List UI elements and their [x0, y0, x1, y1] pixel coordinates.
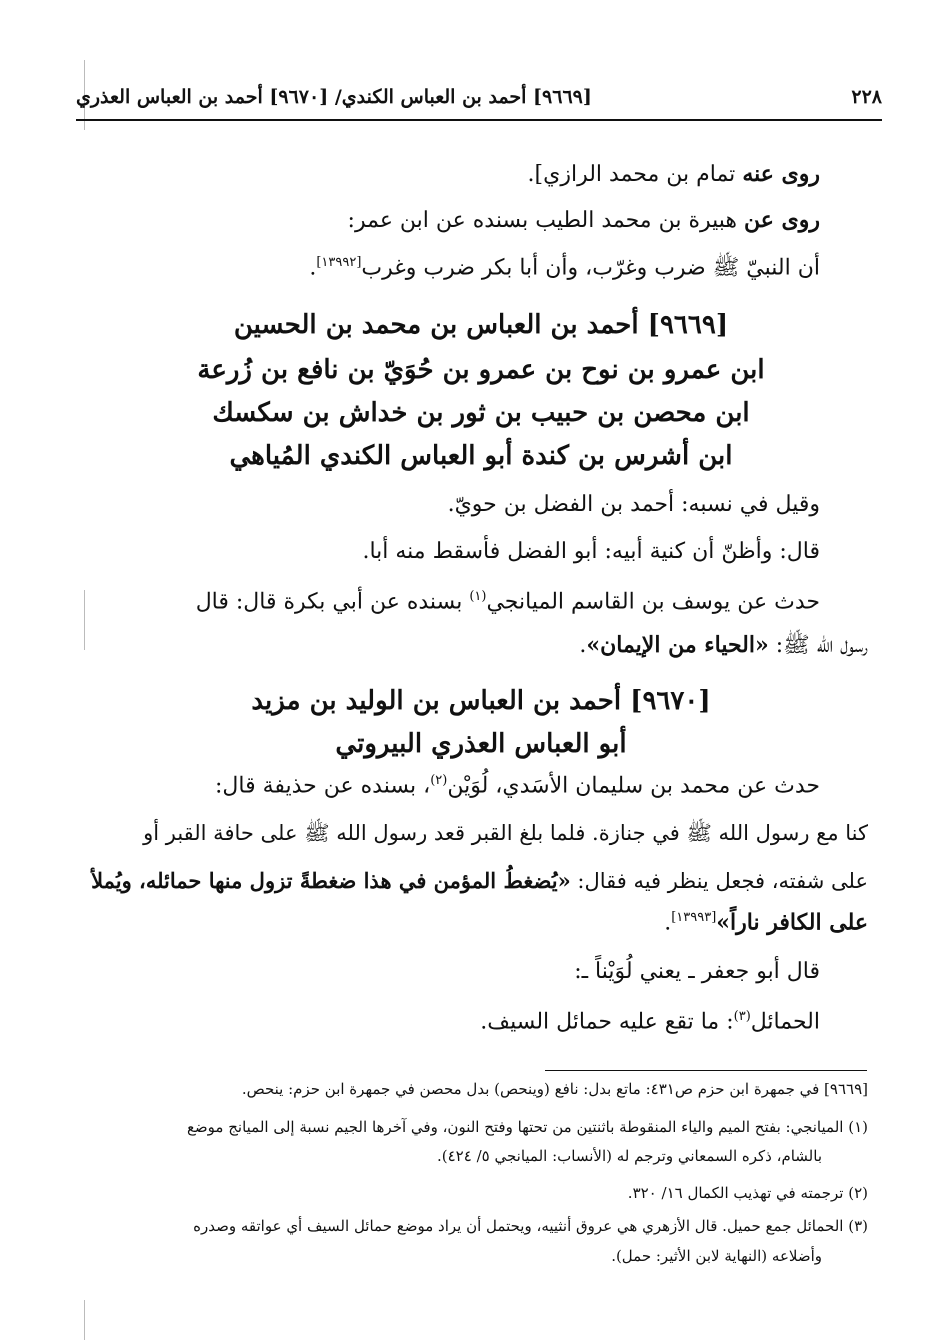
entry-title-line: ابن محصن بن حبيب بن ثور بن خداش بن سكسك — [212, 398, 750, 428]
hadith-line: أن النبيّ ﷺ ضرب وغرّب، وأن أبا بكر ضرب وغرب[١٣٩٩٢]. — [309, 255, 820, 281]
body-paragraph: كنا مع رسول الله ﷺ في جنازة. فلما بلغ القبر قعد رسول الله ﷺ على حافة القبر أو — [143, 821, 868, 845]
narrates-from-line: روى عن هبيرة بن محمد الطيب بسنده عن ابن عمر: — [347, 207, 820, 233]
narrators-from-line: روى عنه تمام بن محمد الرازي]. — [527, 161, 820, 187]
body-paragraph: على الكافر ناراً»[١٣٩٩٣]. — [664, 909, 868, 936]
body-paragraph: رسول الله ﷺ: «الحياء من الإيمان». — [579, 632, 868, 658]
footnote-marker: (١) — [469, 589, 487, 604]
entry-title-line: [٩٦٦٩] أحمد بن العباس بن محمد بن الحسين — [233, 310, 729, 340]
body-paragraph: حدث عن محمد بن سليمان الأسَدي، لُوَيْن$^{(٢)}$، بسنده عن حذيفة قال: — [214, 773, 820, 799]
header-rule — [76, 119, 882, 121]
entry-title-line: ابن أشرس بن كندة أبو العباس الكندي المُياهي — [229, 441, 733, 471]
footnote: (٣) الحمائل جمع حميل. قال الأزهري هي عروق أنثييه، ويحتمل أن يراد موضع حمائل السيف أي عواتقه وصدره — [193, 1217, 868, 1235]
page-number: ٢٢٨ — [851, 86, 882, 108]
footnote-marker: (٣) — [733, 1009, 751, 1024]
entry-title-line: أبو العباس العذري البيروتي — [335, 729, 627, 759]
page-header — [76, 78, 882, 116]
body-paragraph: حدث عن يوسف بن القاسم الميانجي$^{(١)}$ بسنده عن أبي بكرة قال: قال — [195, 589, 820, 615]
page-edge-line — [84, 1300, 85, 1340]
entry-title-line: ابن عمرو بن نوح بن عمرو بن حُوَيّ بن نافع بن زُرعة — [197, 355, 765, 385]
body-paragraph: وقيل في نسبه: أحمد بن الفضل بن حويّ. — [447, 492, 820, 517]
footnote: بالشام، ذكره السمعاني وترجم له (الأنساب: الميانجي ٥/ ٤٢٤). — [437, 1147, 822, 1165]
footnote-marker: (٢) — [430, 773, 448, 788]
page-edge-line — [84, 590, 85, 650]
body-paragraph: قال: وأظنّ أن كنية أبيه: أبو الفضل فأسقط منه أبا. — [362, 539, 820, 564]
entry-title-line: [٩٦٧٠] أحمد بن العباس بن الوليد بن مزيد — [251, 686, 711, 716]
footnote: وأضلاعه (النهاية لابن الأثير: حمل). — [611, 1247, 822, 1265]
footnote: (٢) ترجمته في تهذيب الكمال ١٦/ ٣٢٠. — [627, 1184, 868, 1202]
footnote-rule — [545, 1070, 867, 1071]
body-paragraph: على شفته، فجعل ينظر فيه فقال: «يُضغطُ المؤمن في هذا ضغطةً تزول منها حمائله، ويُملأ — [91, 868, 868, 893]
footnote: [٩٦٦٩] في جمهرة ابن حزم ص٤٣١: ماتع بدل: نافع (وينحص) بدل محصن في جمهرة ابن حزم: ينحص. — [241, 1080, 868, 1098]
running-title: [٩٦٦٩] أحمد بن العباس الكندي/ [٩٦٧٠] أحمد بن العباس العذري — [76, 86, 592, 108]
body-paragraph: الحمائل$^{(٣)}$: ما تقع عليه حمائل السيف. — [480, 1009, 820, 1035]
body-paragraph: قال أبو جعفر ـ يعني لُوَيْناً ـ: — [574, 959, 820, 984]
footnote: (١) الميانجي: بفتح الميم والياء المنقوطة باثنتين من تحتها وفتح النون، وفي آخرها الجيم نسبة إلى الميانج موضع — [186, 1118, 868, 1136]
